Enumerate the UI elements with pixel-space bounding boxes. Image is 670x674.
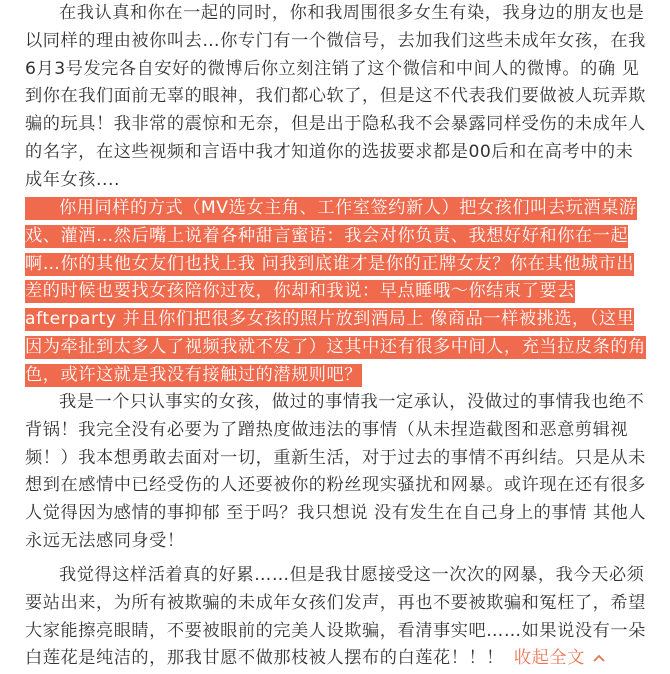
post-paragraph-4: 我觉得这样活着真的好累……但是我甘愿接受这一次次的网暴，我今天必须要站出来，为所有被欺骗的未成年女孩们发声，再也不要被欺骗和冤枉了，希望大家能擦亮眼睛，不要被眼前的完美人设欺骗，看清事实吧……如果说没有一朵白莲花是纯洁的，那我甘愿不做那枝被人摆布的白莲花！！！ 收起全文 [25, 565, 646, 669]
post-paragraph-2-highlighted [25, 195, 650, 390]
post-paragraph-1: 在我认真和你在一起的同时，你和我周围很多女生有染，我身边的朋友也是以同样的理由被你叫去…你专门有一个微信号，去加我们这些未成年女孩，在我6月3号发完各自安好的微博后你立刻注销了这个微信和中间人的微博。的确 见到你在我们面前无辜的眼神，我们都心软了，但是这不代表我们要做被人玩弄欺骗的玩具！我非常的震惊和无奈，但是出于隐私我不会暴露同样受伤的未成年人的名字，在这些视频和言语中我才知道你的选拔要求都是00后和在高考中的未成年女孩.... [25, 3, 646, 190]
collapse-full-text-link[interactable]: 收起全文 [514, 648, 605, 668]
post-paragraph-3: 我是一个只认事实的女孩，做过的事情我一定承认，没做过的事情我也绝不背锅！我完全没有必要为了蹭热度做违法的事情（从未捏造截图和恶意剪辑视频！）我本想勇敢去面对一切，重新生活，对于过去的事情不再纠结。只是从未想到在感情中已经受伤的人还要被你的粉丝现实骚扰和网暴。或许现在还有很多人觉得因为感情的事抑郁 至于吗？我只想说 没有发生在自己身上的事情 其他人永远无法感同身受！ [25, 392, 647, 551]
chevron-up-icon [593, 654, 605, 662]
highlighted-text: 你用同样的方式（MV选女主角、工作室签约新人）把女孩们叫去玩酒桌游戏、灌酒…然后嘴上说着各种甜言蜜语：我会对你负责、我想好好和你在一起啊…你的其他女友们也找上我 问我到底谁才是你的正牌女友？你在其他城市出差的时候也要找女孩陪你过夜，你却和我说：早点睡哦～你结束了要去afterparty 并且你们把很多女孩的照片放到酒局上 像商品一样被挑选，（这里因为牵扯到太多人了视频我就不发了）这其中还有很多中间人，充当拉皮条的角色，或许这就是我没有接触过的潜规则吧？ [25, 198, 646, 385]
